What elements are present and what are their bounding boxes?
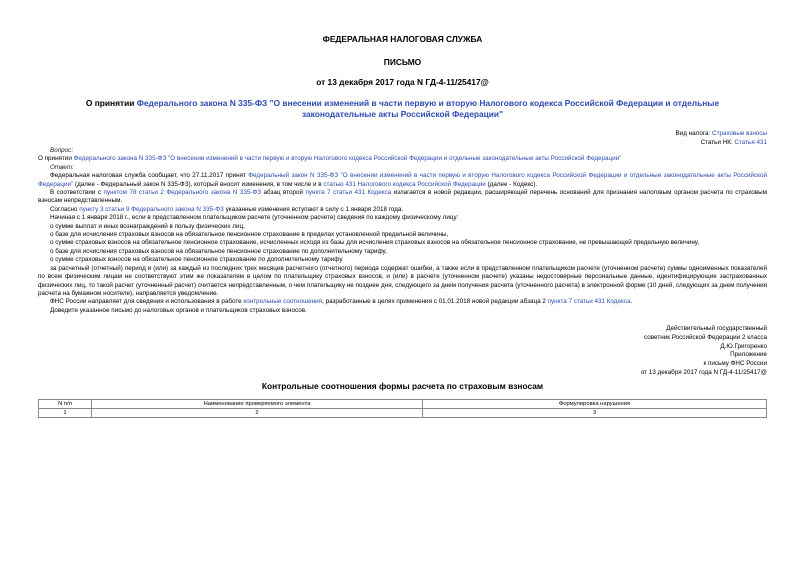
appendix-ref: к письму ФНС России [703,359,767,367]
answer-paragraph-5: за расчетный (отчетный) период и (или) за каждый из последних трех месяцев расчетного (отчетного) периода содержат ошибки, а также если в представленном плательщиком расчете (уточненном расчете) суммы одноименных показателей по всем физическим лицам не соответствуют этим же показателям в целом по плательщику страховых взносов, и (или) в расчете (уточненном расчете) указаны недостоверные персональные данные, идентифицирующие застрахованных физических лиц, то такой расчет (уточненный расчет) считается непредставленным, о чем плательщику не позднее дня, следующего за днем получения расчета (уточненного расчета) в электронной форме (10 дней, следующих за днем получения расчета на бумажном носителе), направляется уведомление. [38,264,767,297]
answer-paragraph-6: ФНС России направляет для сведения и использования в работе контрольные соотношения, разработанные в целях применения с 01.01.2018 новой редакции абзаца 2 пункта 7 статьи 431 Кодекса. [50,298,633,306]
question-law-link[interactable]: Федерального закона N 335-ФЗ "О внесении изменений в части первую и вторую Налогового кодекса Российской Федерации и отдельные законодательные акты Российской Федерации" [73,155,622,163]
tax-type-link[interactable]: Страховые взносы [712,130,767,137]
answer-paragraph-7: Доведите указанное письмо до налоговых органов и плательщиков страховых взносов. [50,306,307,314]
tax-type-label: Вид налога: [675,130,713,137]
doc-type: ПИСЬМО [383,57,422,67]
article-431-link[interactable]: статью 431 Налогового кодекса Российской Федерации [323,180,486,188]
signer-title-2: советник Российской Федерации 2 класса [644,333,767,341]
table-header-cell: Формулировка нарушения [423,400,767,409]
signature-block [38,325,767,377]
table-cell: 1 [39,409,92,418]
subject-law-link[interactable]: Федерального закона N 335-ФЗ "О внесении изменений в части первую и вторую Налогового кодекса Российской Федерации и отдельные законодательные акты Российской Федерации" [136,98,720,119]
doc-date-number: от 13 декабря 2017 года N ГД-4-11/25417@ [316,77,489,87]
control-ratios-table [38,399,767,418]
table-header-row [39,400,767,409]
point-3-article-9-link[interactable]: пункту 3 статьи 9 Федерального закона N 335-ФЗ [79,205,224,213]
appendix-date: от 13 декабря 2017 года N ГД-4-11/25417@ [640,368,767,376]
signer-name: Д.Ю.Григоренко [720,342,767,350]
point-78-link[interactable]: пунктом 78 статьи 2 Федерального закона N 335-ФЗ [103,189,262,197]
control-ratios-link[interactable]: контрольные соотношения [243,298,323,306]
answer-paragraph-2: В соответствии с пунктом 78 статьи 2 Федерального закона N 335-ФЗ абзац второй пункта 7 статьи 431 Кодекса излагается в новой редакции, расширяющей перечень оснований для признания налоговым органом расчета по страховым взносам непредставленным. [38,189,768,205]
list-item: о базе для исчисления страховых взносов на обязательное пенсионное страхование по дополнительному тарифу, [50,247,387,255]
answer-label: Ответ: [50,163,74,171]
table-title: Контрольные соотношения формы расчета по страховым взносам [261,381,544,392]
answer-paragraph-4: Начиная с 1 января 2018 г., если в представленном плательщиком расчете (уточненном расчете) сведения по каждому физическому лицу: [50,214,459,222]
table-cell: 2 [92,409,423,418]
nk-articles-label: Статьи НК: [700,139,735,146]
point-7-article-431-link[interactable]: пункта 7 статьи 431 Кодекса [305,189,392,197]
table-cell: 3 [423,409,767,418]
doc-meta [38,129,767,147]
table-header-cell: Наименование проверяемого элемента [92,400,423,409]
subject-heading [38,98,767,119]
point-7-article-431-code-link[interactable]: пункта 7 статьи 431 Кодекса [547,298,631,306]
signer-title-1: Действительный государственный [666,325,767,333]
appendix-label: Приложение [730,351,767,359]
list-item: о сумме выплат и иных вознаграждений в пользу физических лиц, [50,222,245,230]
table-row [39,409,767,418]
nk-article-link[interactable]: Статья 431 [734,139,767,146]
law-335-link[interactable]: Федеральный закон N 335-ФЗ "О внесении изменений в части первую и вторую Налогового кодекса Российской Федерации и отдельные законодательные акты Российской Федерации" [38,172,767,188]
table-header-cell: N п/п [39,400,92,409]
subject-prefix: О принятии [85,98,137,108]
answer-paragraph-1: Федеральная налоговая служба сообщает, что 27.11.2017 принят Федеральный закон N 335-ФЗ "О внесении изменений в части первую и вторую Налогового кодекса Российской Федерации и отдельные законодательные акты Российской Федерации" (далее - Федеральный закон N 335-ФЗ), который вносит изменения, в том числе и в статью 431 Налогового кодекса Российской Федерации (далее - Кодекс). [38,172,767,188]
question-text: О принятии Федерального закона N 335-ФЗ "О внесении изменений в части первую и вторую Налогового кодекса Российской Федерации и отдельные законодательные акты Российской Федерации" [38,155,622,163]
question-label: Вопрос: [50,147,74,154]
list-item: о сумме страховых взносов на обязательное пенсионное страхование, исчисленных исходя из базы для исчисления страховых взносов на обязательное пенсионное страхование, не превышающей предельную величину, [50,239,700,247]
list-item: о сумме страховых взносов на обязательное пенсионное страхование по дополнительному тарифу [50,256,343,264]
list-item: о базе для исчисления страховых взносов на обязательное пенсионное страхование в пределах установленной предельной величины, [50,231,449,239]
agency-title: ФЕДЕРАЛЬНАЯ НАЛОГОВАЯ СЛУЖБА [322,34,483,44]
answer-paragraph-3: Согласно пункту 3 статьи 9 Федерального закона N 335-ФЗ указанные изменения вступают в силу с 1 января 2018 года. [50,205,404,213]
